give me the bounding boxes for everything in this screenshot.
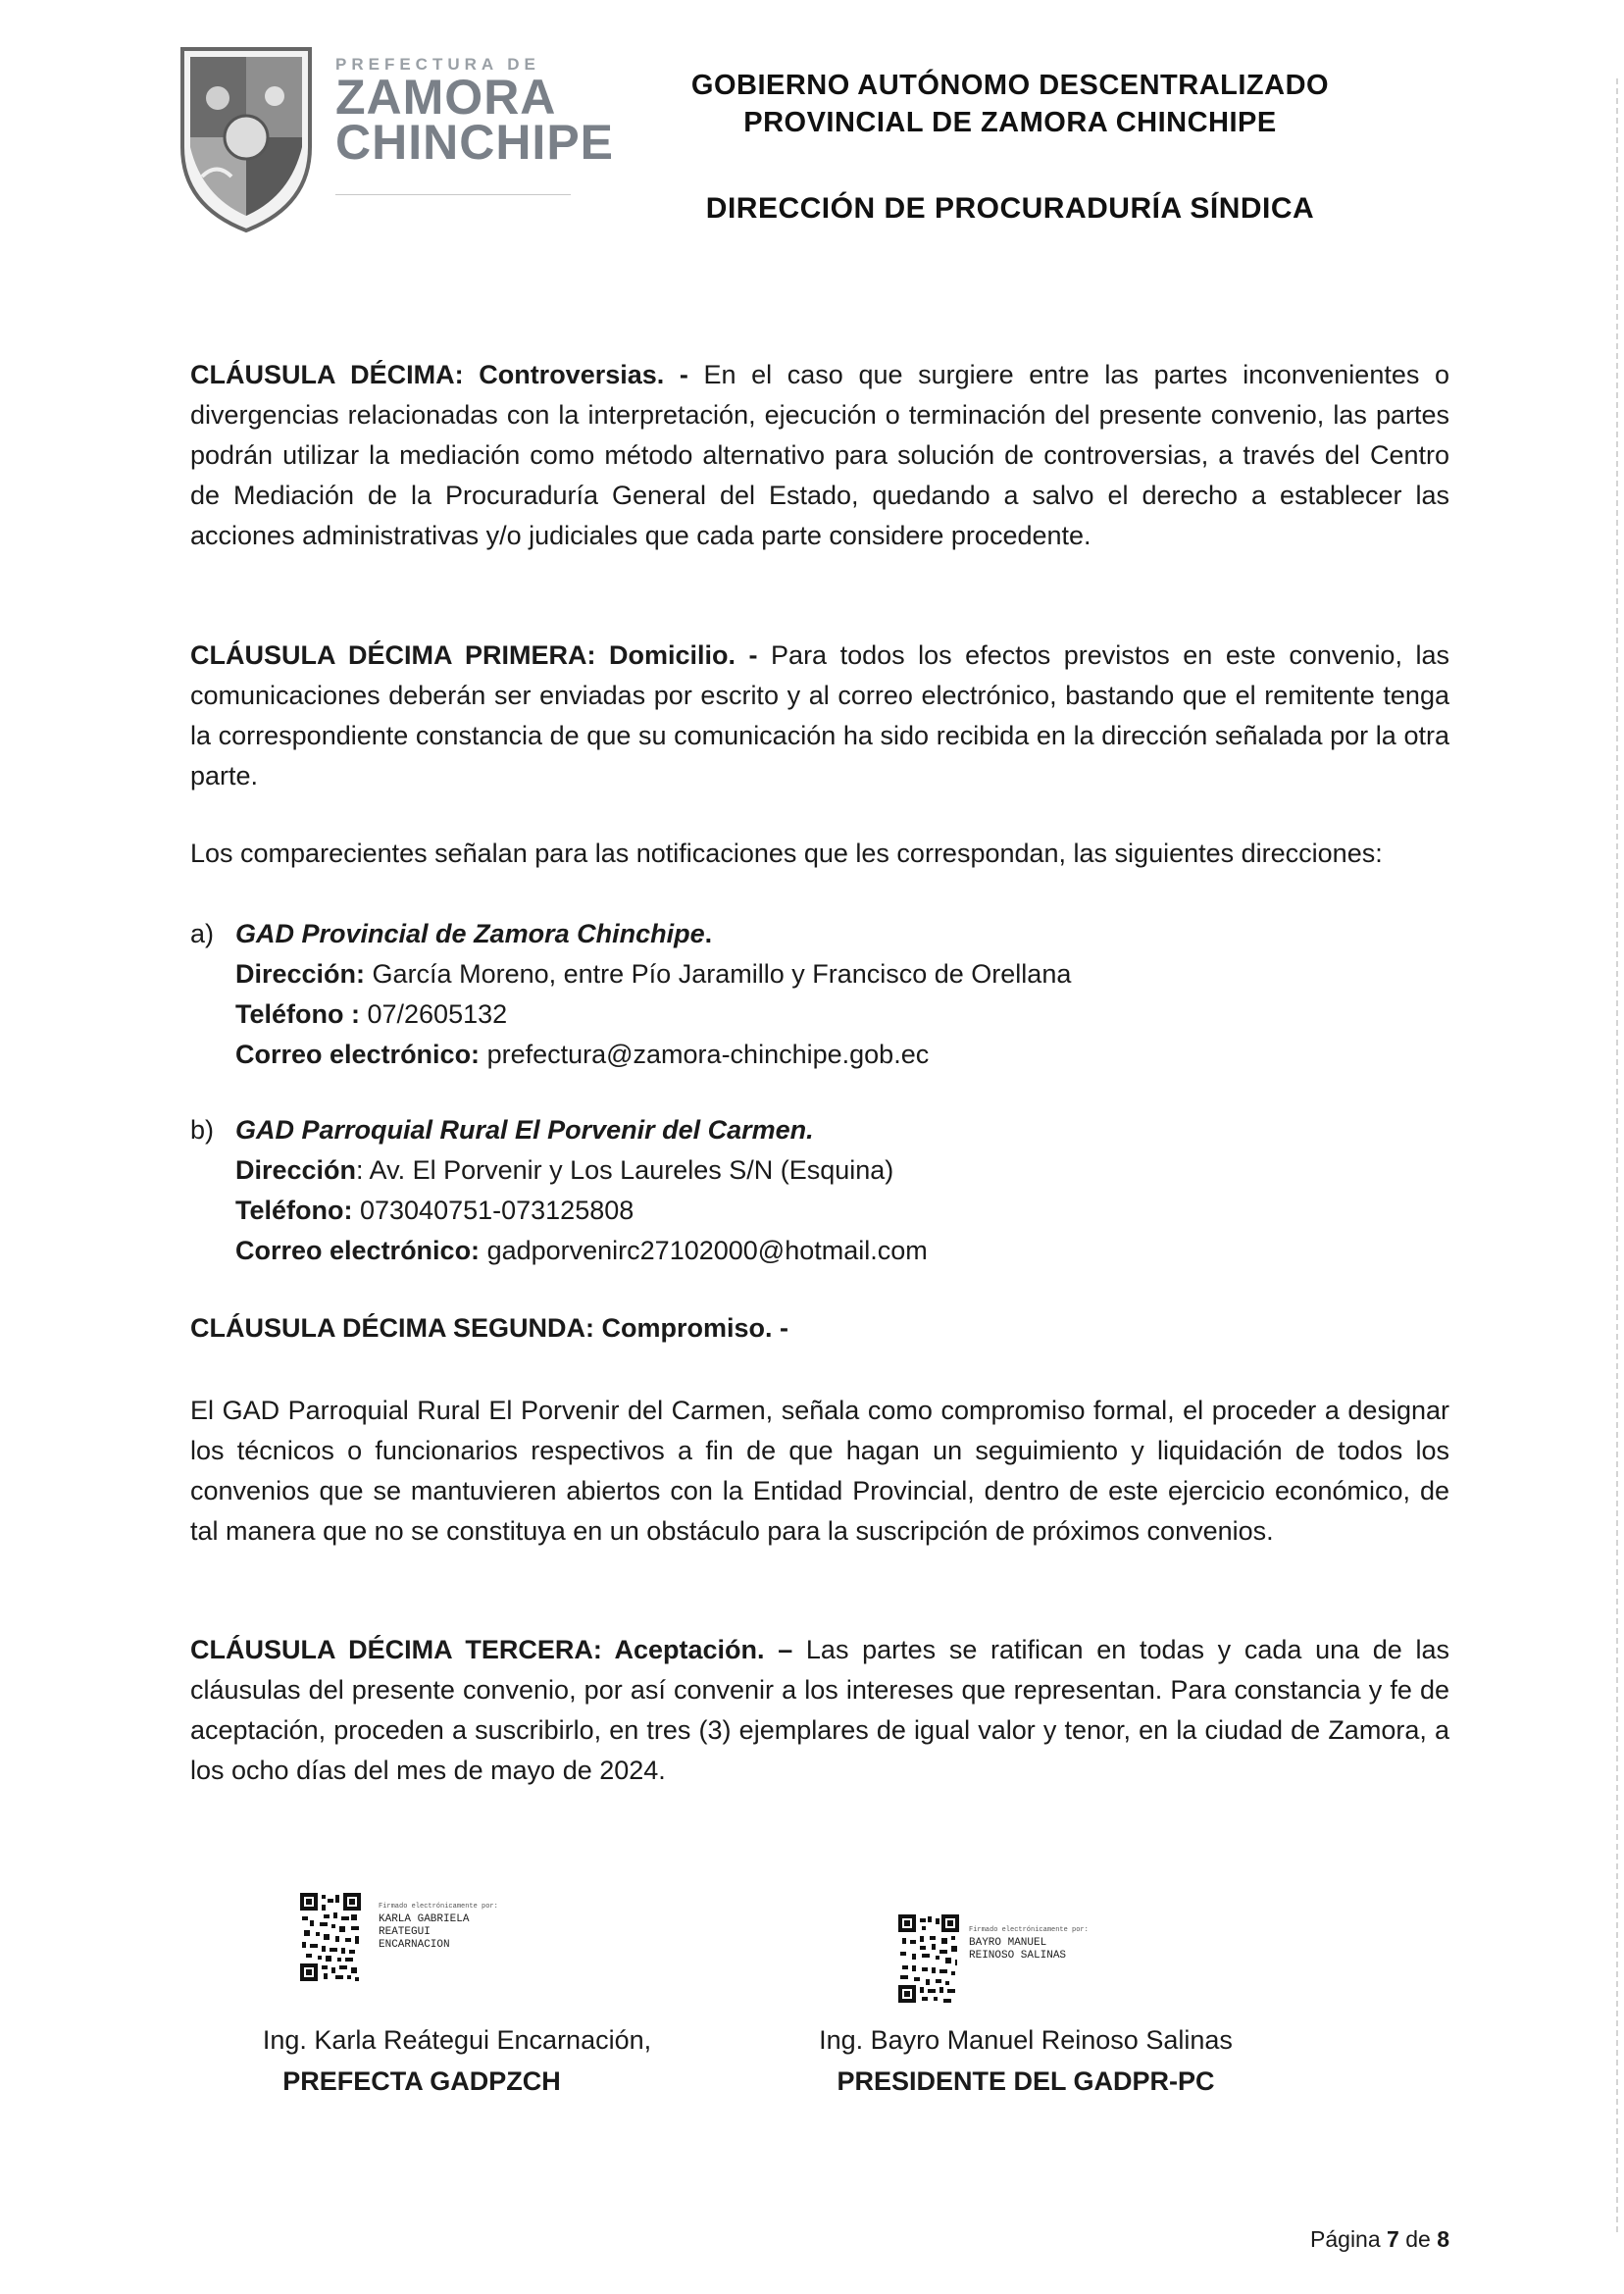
- clause-twelfth-text: El GAD Parroquial Rural El Porvenir del Carmen, señala como compromiso formal, el proceder a designar los técnicos o funcionarios respectivos a fin de que hagan un seguimiento y liquidación de todos los convenios que se mantuvieren abiertos con la Entidad Provincial, dentro de este ejercicio económico, de tal manera que no se constituya en un obstáculo para la suscripción de próximos convenios.: [190, 1396, 1449, 1546]
- party-a-phone-line: [235, 994, 1412, 1035]
- party-a-address-line: [235, 954, 1412, 994]
- logo-wordmark: [335, 55, 630, 170]
- party-b-phone-label: Teléfono:: [235, 1196, 353, 1225]
- party-b-name-line: [235, 1110, 1412, 1150]
- clause-eleventh-heading: CLÁUSULA DÉCIMA PRIMERA: Domicilio. -: [190, 640, 758, 670]
- logo-line-zamora: ZAMORA: [335, 70, 557, 125]
- clause-tenth: [190, 355, 1449, 556]
- page-number-prefix: Página: [1310, 2226, 1388, 2252]
- clause-eleventh-text: Para todos los efectos previstos en este convenio, las comunicaciones deberán ser enviadas por escrito y al correo electrónico, bastando que el remitente tenga la correspondiente constancia de que su comunicación ha sido recibida en la dirección señalada por la otra parte.: [190, 640, 1449, 790]
- party-b-marker: b): [190, 1115, 215, 1145]
- party-a-phone-label: Teléfono :: [235, 999, 360, 1029]
- party-b-email-line: [235, 1231, 1412, 1271]
- signature-right-role: PRESIDENTE DEL GADPR-PC: [837, 2066, 1215, 2096]
- party-a-name: GAD Provincial de Zamora Chinchipe: [235, 919, 705, 948]
- party-b-address: : Av. El Porvenir y Los Laureles S/N (Esquina): [356, 1155, 894, 1185]
- signature-right-caption: Firmado electrónicamente por:: [969, 1926, 1089, 1934]
- signature-left-stamp: [379, 1901, 575, 1952]
- signature-left-stamp-line2: REATEGUI: [379, 1926, 431, 1938]
- party-a-block: [235, 914, 1412, 1075]
- signature-left-name: Ing. Karla Reátegui Encarnación,: [262, 2025, 652, 2055]
- party-a-name-suffix: .: [704, 919, 713, 948]
- party-a-address: García Moreno, entre Pío Jaramillo y Francisco de Orellana: [365, 959, 1072, 989]
- signature-left-role: PREFECTA GADPZCH: [282, 2066, 561, 2096]
- page-number: [1310, 2226, 1449, 2253]
- clause-thirteenth-text: Las partes se ratifican en todas y cada una de las cláusulas del presente convenio, por así convenir a los intereses que representan. Para constancia y fe de aceptación, proceden a suscribirlo, en tres (3) ejemplares de igual valor y tenor, en la ciudad de Zamora, a los ocho días del mes de mayo de 2024.: [190, 1635, 1450, 1785]
- party-b-email-label: Correo electrónico:: [235, 1236, 481, 1265]
- signature-right-stamp-line2: REINOSO SALINAS: [969, 1950, 1067, 1962]
- party-a-email: prefectura@zamora-chinchipe.gob.ec: [480, 1040, 930, 1069]
- prefecture-shield-logo: [173, 39, 320, 235]
- signature-left-stamp-line1: KARLA GABRIELA: [379, 1913, 470, 1925]
- party-a-marker: a): [190, 919, 215, 948]
- logo-divider: [335, 194, 571, 195]
- institution-title-line2: PROVINCIAL DE ZAMORA CHINCHIPE: [743, 107, 1277, 138]
- clause-eleventh: [190, 636, 1449, 796]
- clause-tenth-heading: CLÁUSULA DÉCIMA: Controversias. -: [190, 360, 688, 389]
- party-b-name: GAD Parroquial Rural El Porvenir del Carmen.: [235, 1115, 814, 1145]
- party-b-phone: 073040751-073125808: [352, 1196, 634, 1225]
- institution-title-line1: GOBIERNO AUTÓNOMO DESCENTRALIZADO: [690, 70, 1330, 101]
- qr-code-icon: [300, 1893, 361, 1981]
- party-a-email-label: Correo electrónico:: [235, 1040, 481, 1069]
- institution-title: [588, 67, 1432, 141]
- signature-left-stamp-line3: ENCARNACION: [379, 1939, 450, 1951]
- addresses-intro: Los comparecientes señalan para las notificaciones que les correspondan, las siguientes direcciones:: [190, 839, 1383, 868]
- party-a-name-line: [235, 914, 1412, 954]
- signature-left-caption: Firmado electrónicamente por:: [379, 1903, 498, 1911]
- clause-twelfth-heading: CLÁUSULA DÉCIMA SEGUNDA: Compromiso. -: [190, 1313, 788, 1343]
- scan-edge-line: [1616, 78, 1618, 2236]
- page-number-middle: de: [1398, 2226, 1438, 2252]
- signature-right-stamp-line1: BAYRO MANUEL: [969, 1937, 1047, 1949]
- party-b-address-label: Dirección: [235, 1155, 357, 1185]
- clause-thirteenth-heading: CLÁUSULA DÉCIMA TERCERA: Aceptación. –: [190, 1635, 793, 1664]
- party-a-phone: 07/2605132: [359, 999, 508, 1029]
- party-b-block: [235, 1110, 1412, 1271]
- signature-right-name: Ing. Bayro Manuel Reinoso Salinas: [819, 2025, 1233, 2055]
- party-a-email-line: [235, 1035, 1412, 1075]
- signature-right-stamp: [969, 1924, 1165, 1963]
- party-a-address-label: Dirección:: [235, 959, 366, 989]
- party-b-phone-line: [235, 1191, 1412, 1231]
- page-number-current: 7: [1387, 2226, 1399, 2252]
- page-number-total: 8: [1437, 2226, 1449, 2252]
- logo-line-prefectura: PREFECTURA DE: [335, 55, 540, 74]
- qr-code-icon: [898, 1914, 959, 2003]
- party-b-email: gadporvenirc27102000@hotmail.com: [480, 1236, 928, 1265]
- party-b-address-line: [235, 1150, 1412, 1191]
- clause-tenth-text: En el caso que surgiere entre las partes inconvenientes o divergencias relacionadas con la interpretación, ejecución o terminación del presente convenio, las partes podrán utilizar la mediación como método alternativo para solución de controversias, a través del Centro de Mediación de la Procuraduría General del Estado, quedando a salvo el derecho a establecer las acciones administrativas y/o judiciales que cada parte considere procedente.: [190, 360, 1449, 550]
- department-subtitle: DIRECCIÓN DE PROCURADURÍA SÍNDICA: [705, 192, 1315, 225]
- logo-line-chinchipe: CHINCHIPE: [335, 115, 615, 170]
- clause-thirteenth: [190, 1630, 1449, 1791]
